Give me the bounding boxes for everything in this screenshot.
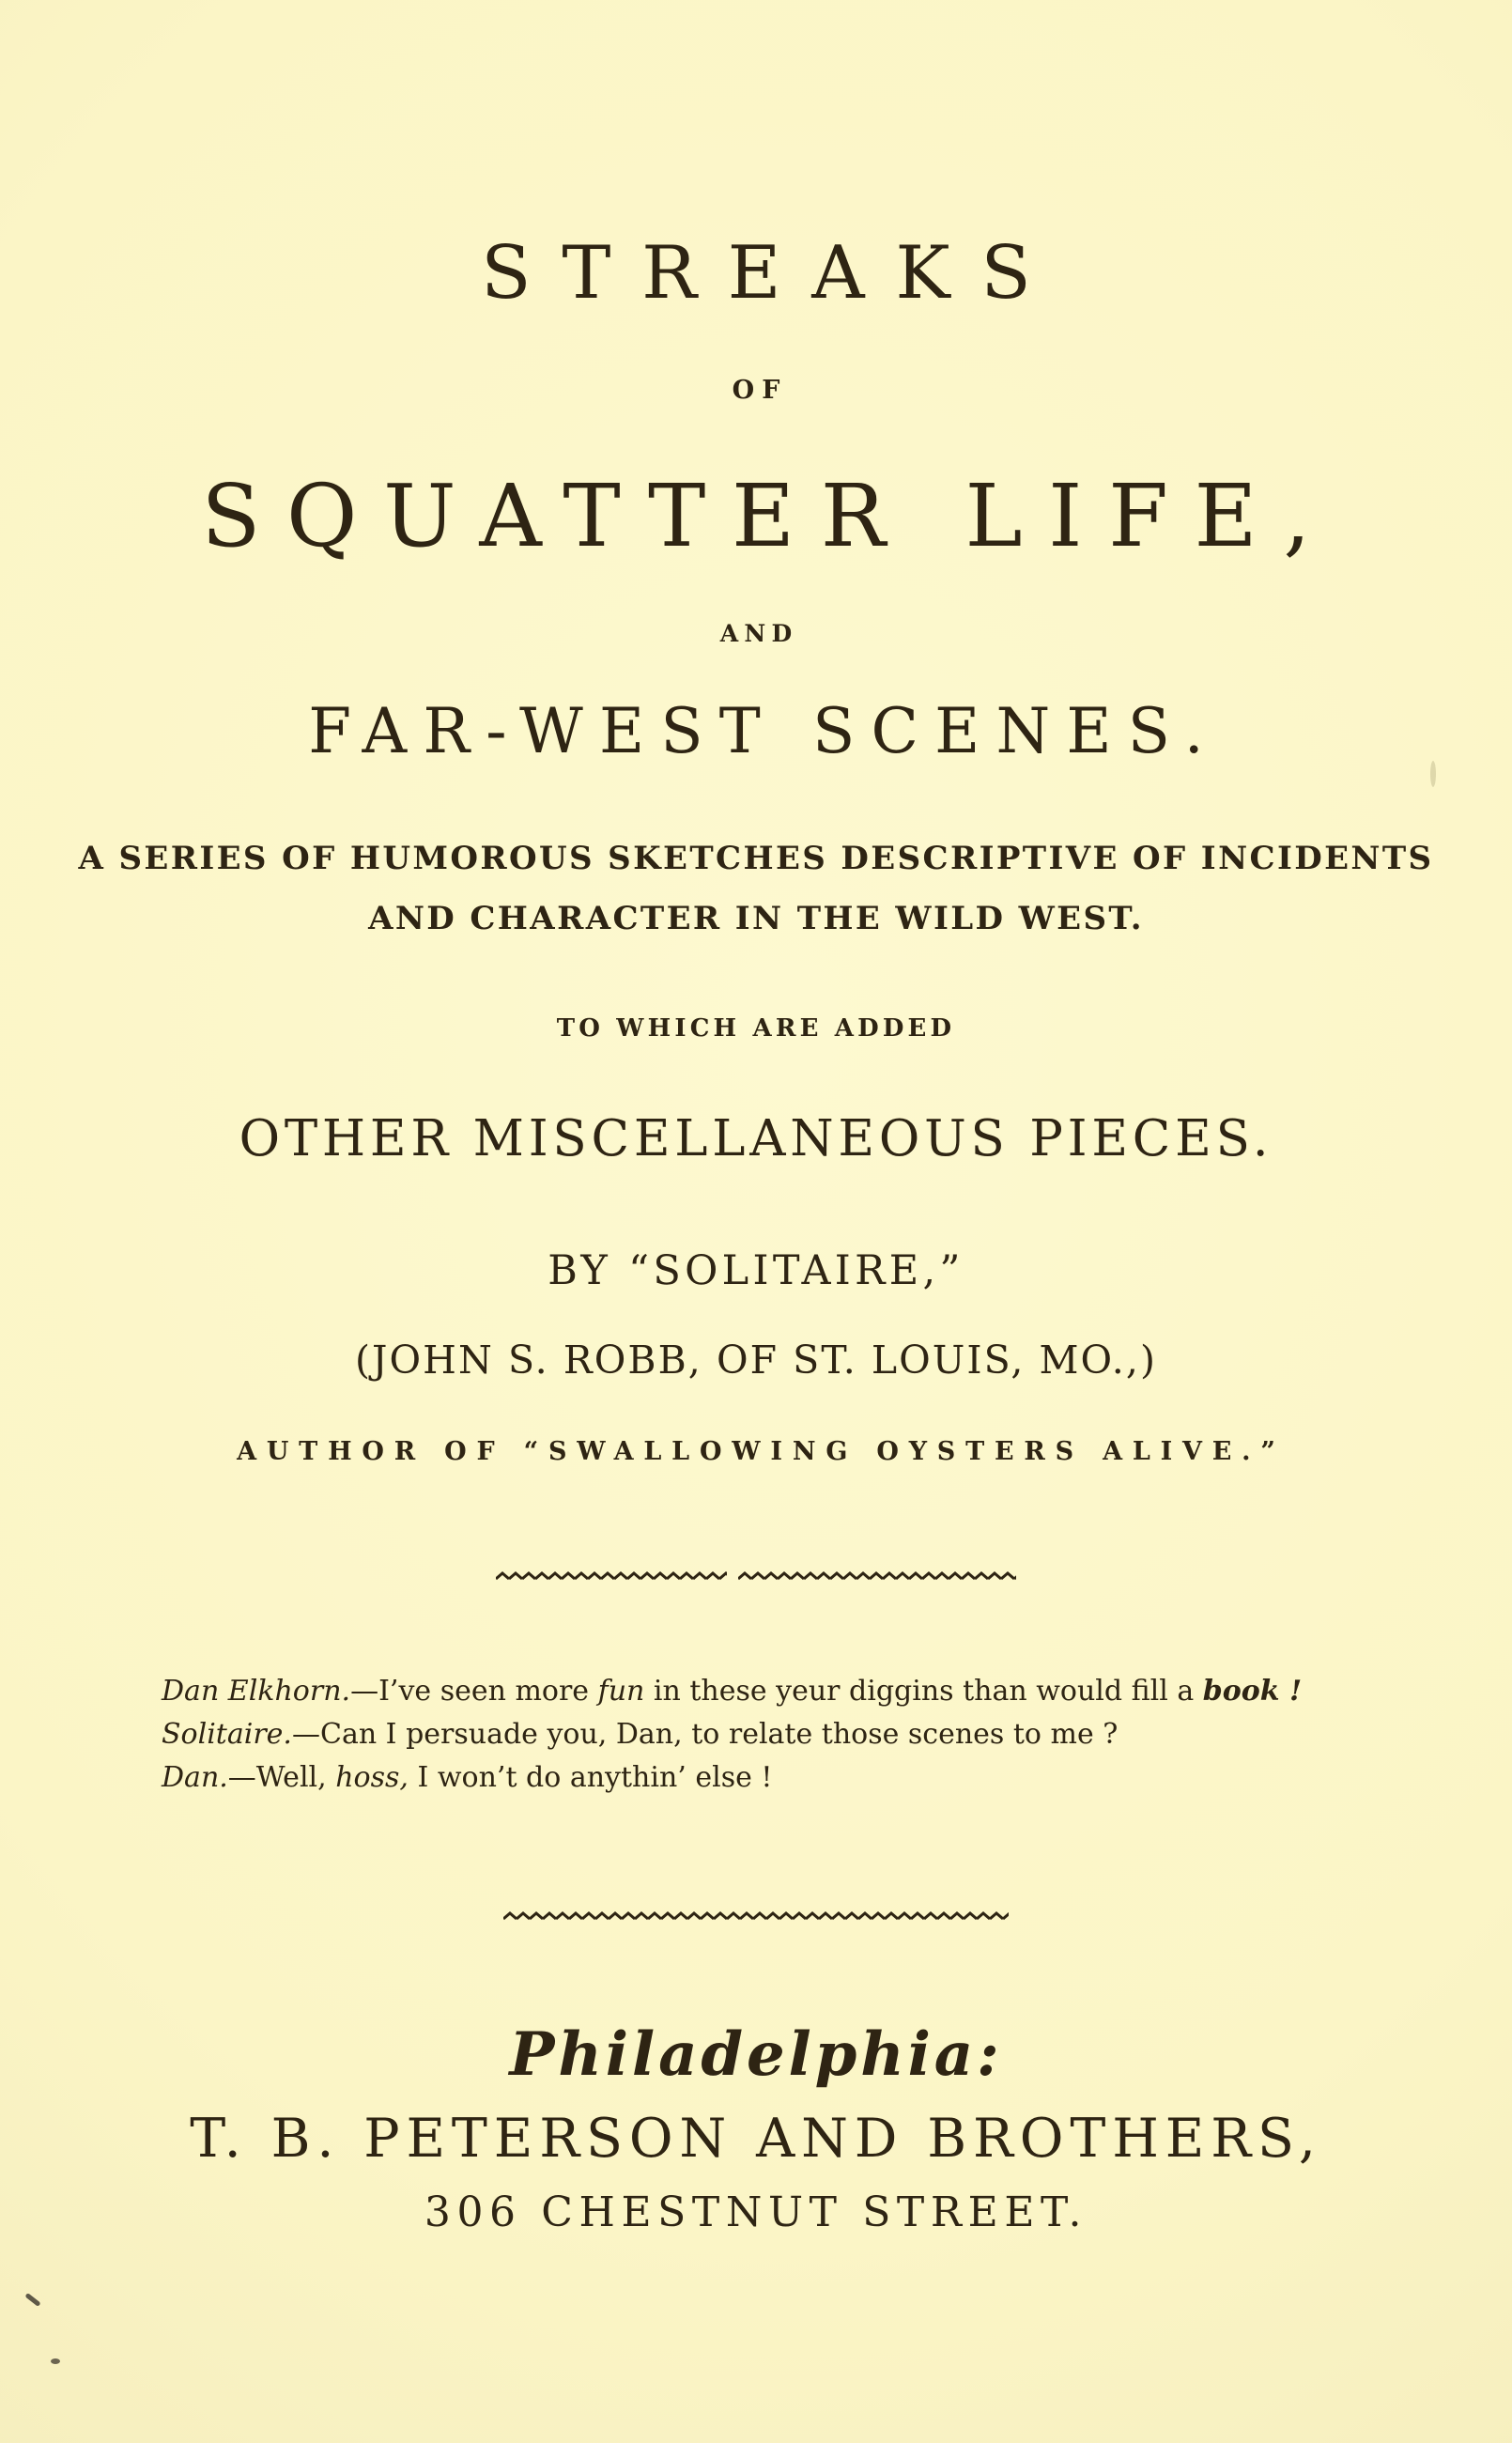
- epigraph-text: —I’ve seen more: [350, 1675, 598, 1708]
- subtitle-line1: A SERIES OF HUMOROUS SKETCHES DESCRIPTIVE OF INCIDENTS: [78, 840, 1434, 877]
- zigzag-divider-bottom: [503, 1910, 1009, 1922]
- epigraph-text: —Can I persuade you, Dan, to relate those scenes to me ?: [291, 1718, 1119, 1751]
- ink-stroke-mark: [24, 2293, 40, 2307]
- imprint-city: Philadelphia:: [509, 2019, 1003, 2090]
- speaker-name: Dan Elkhorn.: [162, 1675, 351, 1708]
- epigraph-text: in these yeur diggins than would fill a: [644, 1675, 1203, 1708]
- title-connector-and: AND: [719, 620, 798, 647]
- faint-smudge: [1430, 761, 1436, 787]
- imprint-address: 306 CHESTNUT STREET.: [424, 2188, 1088, 2236]
- zigzag-divider-top: [496, 1570, 1016, 1582]
- speaker-name: Solitaire.: [162, 1718, 292, 1751]
- zigzag-rule-segment: [496, 1570, 727, 1582]
- epigraph-text: I won’t do anythin’ else !: [408, 1761, 773, 1794]
- epigraph-text: —Well,: [227, 1761, 336, 1794]
- epigraph-emphasis: fun: [597, 1675, 645, 1708]
- speaker-name: Dan.: [162, 1761, 228, 1794]
- epigraph-line: [162, 1670, 1364, 1713]
- subtitle-line2: AND CHARACTER IN THE WILD WEST.: [368, 900, 1144, 937]
- author-real-name: (JOHN S. ROBB, OF ST. LOUIS, MO.,): [354, 1337, 1157, 1383]
- epigraph-emphasis: book !: [1202, 1675, 1303, 1708]
- addendum-title: OTHER MISCELLANEOUS PIECES.: [239, 1110, 1273, 1167]
- epigraph-line: [162, 1713, 1364, 1756]
- page-title-line2: SQUATTER LIFE,: [201, 466, 1337, 566]
- author-credit: AUTHOR OF “SWALLOWING OYSTERS ALIVE.”: [237, 1437, 1286, 1466]
- epigraph-line: [162, 1756, 1364, 1800]
- zigzag-rule-segment: [738, 1570, 1016, 1582]
- imprint-publisher: T. B. PETERSON AND BROTHERS,: [190, 2108, 1322, 2170]
- epigraph: [162, 1670, 1364, 1800]
- page-title-line3: FAR-WEST SCENES.: [308, 695, 1220, 767]
- page-title: STREAKS: [481, 231, 1062, 316]
- ink-dot-mark: [51, 2358, 60, 2364]
- addendum-note: TO WHICH ARE ADDED: [556, 1014, 956, 1043]
- zigzag-rule-segment: [503, 1910, 1009, 1922]
- epigraph-emphasis: hoss,: [335, 1761, 409, 1794]
- byline: BY “SOLITAIRE,”: [548, 1247, 964, 1294]
- title-connector-of: OF: [732, 376, 788, 405]
